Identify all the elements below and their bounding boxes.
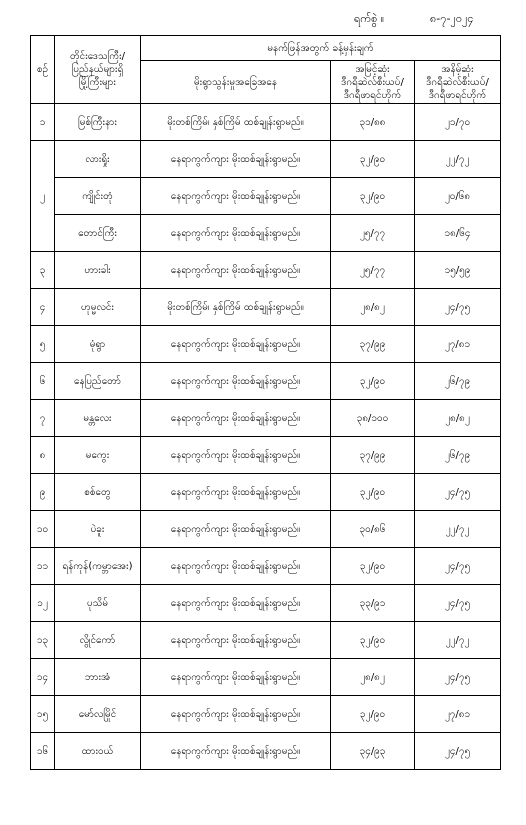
low-temp-header — [415, 61, 501, 104]
condition-cell: နေရာကွက်ကျား မိုးထစ်ချုန်းရွာမည်။ — [141, 141, 331, 178]
low-temp-cell: ၂၇/၈၁ — [415, 696, 501, 733]
low-temp-cell: ၂၂/၇၂ — [415, 141, 501, 178]
city-cell: တောင်ကြီး — [55, 215, 141, 252]
serial-cell: ၃ — [31, 252, 55, 289]
high-temp-cell: ၂၈/၈၂ — [331, 289, 415, 326]
table-row — [31, 733, 501, 770]
condition-header: မိုးရွာသွန်းမှုအခြေအနေ — [141, 61, 331, 104]
table-row — [31, 289, 501, 326]
table-row — [31, 178, 501, 215]
date-value: ၈-၇-၂၀၂၄ — [430, 12, 474, 25]
low-temp-cell: ၂၄/၇၅ — [415, 659, 501, 696]
city-cell: နေပြည်တော် — [55, 363, 141, 400]
serial-cell: ၂ — [31, 141, 55, 252]
serial-cell: ၁၁ — [31, 548, 55, 585]
condition-cell: နေရာကွက်ကျား မိုးထစ်ချုန်းရွာမည်။ — [141, 733, 331, 770]
table-row — [31, 622, 501, 659]
city-header-line-1: တိုင်းဒေသကြီး/ — [69, 51, 126, 62]
table-row — [31, 104, 501, 141]
serial-cell: ၅ — [31, 326, 55, 363]
serial-cell: ၁ — [31, 104, 55, 141]
city-cell: ပဲခူး — [55, 511, 141, 548]
high-temp-cell: ၃၂/၉၀ — [331, 474, 415, 511]
low-temp-cell: ၂၇/၈၁ — [415, 326, 501, 363]
city-header-line-3: မြို့ကြီးများ — [79, 77, 116, 88]
high-temp-cell: ၃၂/၉၀ — [331, 178, 415, 215]
condition-cell: နေရာကွက်ကျား မိုးထစ်ချုန်းရွာမည်။ — [141, 326, 331, 363]
high-temp-cell: ၃၂/၉၀ — [331, 696, 415, 733]
serial-cell: ၇ — [31, 400, 55, 437]
low-temp-cell: ၂၆/၇၉ — [415, 363, 501, 400]
high-temp-cell: ၂၅/၇၇ — [331, 252, 415, 289]
high-temp-cell: ၃၂/၉၀ — [331, 141, 415, 178]
low-temp-cell: ၂၄/၇၅ — [415, 733, 501, 770]
table-row — [31, 141, 501, 178]
high-temp-cell: ၃၄/၉၃ — [331, 733, 415, 770]
high-temp-header-line-3: ဒီဂရီဖာရင်ဟိုက် — [343, 89, 402, 101]
high-temp-header-line-1: အမြင့်ဆုံး — [355, 63, 390, 75]
low-temp-cell: ၂၀/၆၈ — [415, 178, 501, 215]
condition-cell: နေရာကွက်ကျား မိုးထစ်ချုန်းရွာမည်။ — [141, 437, 331, 474]
city-cell: မကွေး — [55, 437, 141, 474]
high-temp-cell: ၃၁/၈၈ — [331, 104, 415, 141]
high-temp-header — [331, 61, 415, 104]
city-cell: ရန်ကုန်(ကမ္ဘာအေး) — [55, 548, 141, 585]
low-temp-cell: ၂၂/၇၂ — [415, 511, 501, 548]
serial-cell: ၁၃ — [31, 622, 55, 659]
city-header-line-2: ပြည်နယ်များရှိ — [71, 64, 124, 75]
low-temp-cell: ၂၈/၈၂ — [415, 400, 501, 437]
city-cell: ထားဝယ် — [55, 733, 141, 770]
low-temp-cell: ၂၁/၇၀ — [415, 104, 501, 141]
table-row — [31, 400, 501, 437]
condition-cell: နေရာကွက်ကျား မိုးထစ်ချုန်းရွာမည်။ — [141, 363, 331, 400]
condition-cell: နေရာကွက်ကျား မိုးထစ်ချုန်းရွာမည်။ — [141, 511, 331, 548]
table-row — [31, 215, 501, 252]
table-row — [31, 511, 501, 548]
serial-header: စဉ် — [31, 36, 55, 104]
table-row — [31, 363, 501, 400]
table-row — [31, 696, 501, 733]
city-header — [55, 36, 141, 104]
city-cell: ဟားခါး — [55, 252, 141, 289]
serial-cell: ၈ — [31, 437, 55, 474]
serial-cell: ၉ — [31, 474, 55, 511]
date-line — [0, 10, 526, 28]
high-temp-cell: ၃၃/၉၁ — [331, 585, 415, 622]
high-temp-cell: ၃၂/၉၀ — [331, 548, 415, 585]
serial-cell: ၁၅ — [31, 696, 55, 733]
low-temp-cell: ၁၅/၅၉ — [415, 252, 501, 289]
table-row — [31, 437, 501, 474]
low-temp-cell: ၂၄/၇၅ — [415, 474, 501, 511]
serial-cell: ၁၀ — [31, 511, 55, 548]
condition-cell: မိုးတစ်ကြိမ်၊ နှစ်ကြိမ် ထစ်ချုန်းရွာမည်။ — [141, 104, 331, 141]
city-cell: မုံရွာ — [55, 326, 141, 363]
condition-cell: နေရာကွက်ကျား မိုးထစ်ချုန်းရွာမည်။ — [141, 474, 331, 511]
high-temp-header-line-2: ဒီဂရီဆဲလ်စီးယပ်/ — [341, 76, 404, 88]
city-cell: လွိုင်ကော် — [55, 622, 141, 659]
low-temp-cell: ၂၆/၇၉ — [415, 437, 501, 474]
high-temp-cell: ၃၈/၁၀၀ — [331, 400, 415, 437]
low-temp-cell: ၂၄/၇၅ — [415, 585, 501, 622]
serial-cell: ၁၄ — [31, 659, 55, 696]
high-temp-cell: ၃၇/၉၉ — [331, 326, 415, 363]
table-row — [31, 252, 501, 289]
high-temp-cell: ၃၇/၉၉ — [331, 437, 415, 474]
serial-cell: ၁၆ — [31, 733, 55, 770]
city-cell: ပုသိမ် — [55, 585, 141, 622]
condition-cell: နေရာကွက်ကျား မိုးထစ်ချုန်းရွာမည်။ — [141, 400, 331, 437]
table-row — [31, 659, 501, 696]
forecast-group-header: မနက်ဖြန်အတွက် ခန့်မှန်းချက် — [141, 36, 501, 61]
low-temp-cell: ၂၄/၇၅ — [415, 548, 501, 585]
low-temp-cell: ၂၄/၇၅ — [415, 289, 501, 326]
condition-cell: မိုးတစ်ကြိမ်၊ နှစ်ကြိမ် ထစ်ချုန်းရွာမည်။ — [141, 289, 331, 326]
table-row — [31, 474, 501, 511]
serial-cell: ၄ — [31, 289, 55, 326]
condition-cell: နေရာကွက်ကျား မိုးထစ်ချုန်းရွာမည်။ — [141, 252, 331, 289]
city-cell: ဘားအံ — [55, 659, 141, 696]
city-cell: စစ်တွေ — [55, 474, 141, 511]
city-cell: ကျိုင်းတုံ — [55, 178, 141, 215]
serial-cell: ၆ — [31, 363, 55, 400]
high-temp-cell: ၃၂/၉၀ — [331, 363, 415, 400]
condition-cell: နေရာကွက်ကျား မိုးထစ်ချုန်းရွာမည်။ — [141, 622, 331, 659]
city-cell: မြစ်ကြီးနား — [55, 104, 141, 141]
condition-cell: နေရာကွက်ကျား မိုးထစ်ချုန်းရွာမည်။ — [141, 659, 331, 696]
low-temp-cell: ၁၈/၆၄ — [415, 215, 501, 252]
condition-cell: နေရာကွက်ကျား မိုးထစ်ချုန်းရွာမည်။ — [141, 696, 331, 733]
table-row — [31, 585, 501, 622]
table-row — [31, 326, 501, 363]
city-cell: မော်လမြိုင် — [55, 696, 141, 733]
weather-forecast-table — [30, 35, 501, 770]
city-cell: လားရှိုး — [55, 141, 141, 178]
low-temp-cell: ၂၂/၇၂ — [415, 622, 501, 659]
date-label: ရက်စွဲ ။ — [354, 12, 385, 25]
high-temp-cell: ၂၅/၇၇ — [331, 215, 415, 252]
high-temp-cell: ၃၀/၈၆ — [331, 511, 415, 548]
high-temp-cell: ၃၂/၉၀ — [331, 622, 415, 659]
city-cell: မန္တလေး — [55, 400, 141, 437]
condition-cell: နေရာကွက်ကျား မိုးထစ်ချုန်းရွာမည်။ — [141, 548, 331, 585]
low-temp-header-line-1: အနိမ့်ဆုံး — [441, 63, 474, 75]
low-temp-header-line-2: ဒီဂရီဆဲလ်စီးယပ်/ — [426, 76, 489, 88]
serial-cell: ၁၂ — [31, 585, 55, 622]
table-row — [31, 548, 501, 585]
condition-cell: နေရာကွက်ကျား မိုးထစ်ချုန်းရွာမည်။ — [141, 585, 331, 622]
low-temp-header-line-3: ဒီဂရီဖာရင်ဟိုက် — [428, 89, 487, 101]
high-temp-cell: ၂၈/၈၂ — [331, 659, 415, 696]
condition-cell: နေရာကွက်ကျား မိုးထစ်ချုန်းရွာမည်။ — [141, 178, 331, 215]
condition-cell: နေရာကွက်ကျား မိုးထစ်ချုန်းရွာမည်။ — [141, 215, 331, 252]
city-cell: ဟုမ္မလင်း — [55, 289, 141, 326]
